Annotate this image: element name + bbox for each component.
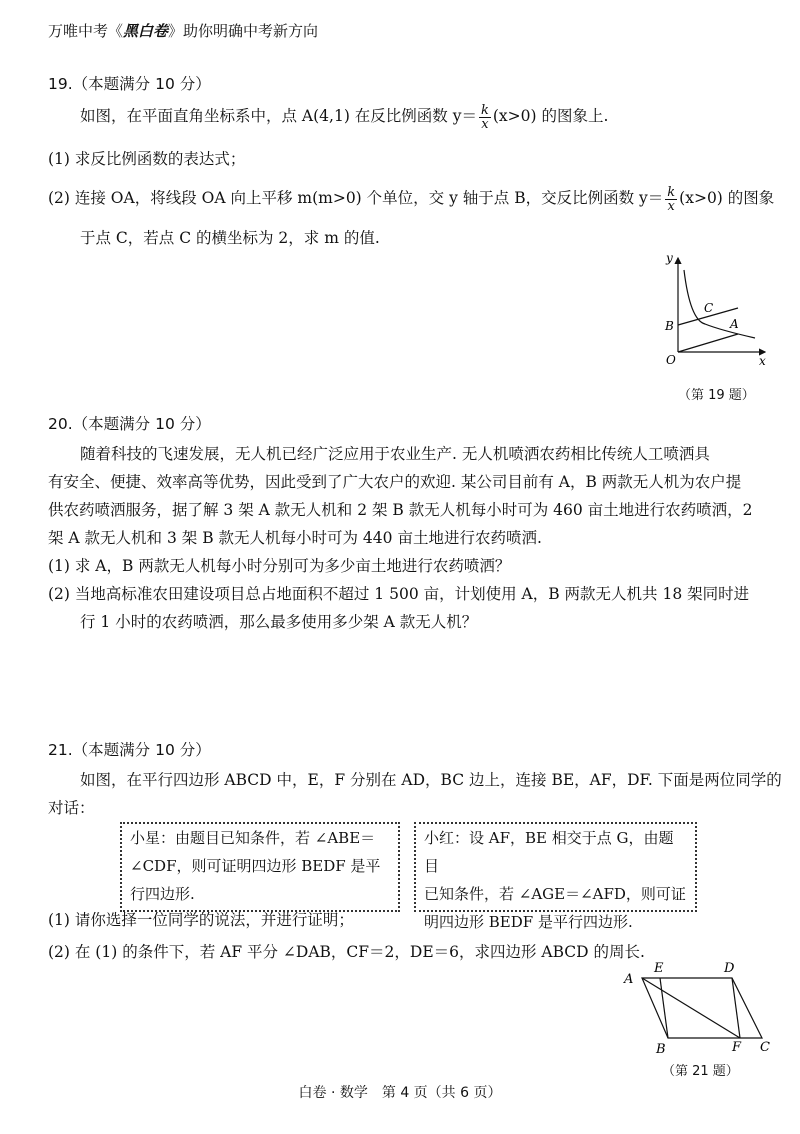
label-a: A (624, 972, 634, 987)
q21-intro-cont: 对话： (48, 799, 95, 817)
hyperbola-curve (684, 270, 755, 338)
label-x: x (759, 354, 766, 368)
box2-line-1: 小红：设 AF，BE 相交于点 G，由题目 (424, 829, 674, 875)
label-c: C (760, 1040, 770, 1055)
q21-part1: (1) 请你选择一位同学的说法，并进行证明； (48, 911, 354, 929)
q19-part2-b: (x>0) 的图象 (679, 189, 775, 207)
q20-title: 20.（本题满分 10 分） (48, 415, 211, 433)
box1-line-3: 行四边形. (130, 885, 195, 903)
q20-part1: (1) 求 A，B 两款无人机每小时分别可为多少亩土地进行农药喷洒？ (48, 557, 511, 575)
q21-caption: （第 21 题） (662, 1064, 739, 1079)
q20-line-3: 供农药喷洒服务，据了解 3 架 A 款无人机和 2 架 B 款无人机每小时可为 460 亩土地进行农药喷洒，2 (48, 501, 753, 519)
q19-intro-a: 如图，在平面直角坐标系中，点 A(4,1) 在反比例函数 y＝ (80, 107, 477, 125)
q19-title: 19.（本题满分 10 分） (48, 75, 211, 93)
parallelogram-abcd (642, 978, 762, 1038)
q19-part2-a: (2) 连接 OA，将线段 OA 向上平移 m(m>0) 个单位，交 y 轴于点 B，交反比例函数 y＝ (48, 189, 664, 207)
q21-part2: (2) 在 (1) 的条件下，若 AF 平分 ∠DAB，CF＝2，DE＝6，求四边形 ABCD 的周长. (48, 943, 645, 961)
q20-line-4: 架 A 款无人机和 3 架 B 款无人机每小时可为 440 亩土地进行农药喷洒. (48, 529, 542, 547)
q19-part2 (48, 184, 774, 213)
xiaohong-dialog-box (414, 822, 697, 931)
box2-line-3: 明四边形 BEDF 是平行四边形. (424, 913, 633, 931)
q19-figure (650, 250, 775, 375)
box1-line-2: ∠CDF，则可证明四边形 BEDF 是平 (130, 857, 381, 875)
segment-oa (678, 334, 738, 352)
label-d: D (724, 961, 735, 976)
label-b: B (665, 319, 674, 333)
q20-line-1: 随着科技的飞速发展，无人机已经广泛应用于农业生产. 无人机喷洒农药相比传统人工喷洒具 (80, 445, 710, 463)
q19-part2-cont: 于点 C，若点 C 的横坐标为 2，求 m 的值. (80, 229, 380, 247)
q21-figure (620, 958, 780, 1058)
q21-intro: 如图，在平行四边形 ABCD 中，E，F 分别在 AD，BC 边上，连接 BE，AF，DF. 下面是两位同学的 (80, 771, 782, 789)
label-y: y (666, 251, 673, 265)
label-b: B (656, 1042, 666, 1057)
frac-numerator: k (667, 184, 676, 200)
page-header (48, 20, 318, 41)
label-f: F (732, 1040, 742, 1055)
label-e: E (654, 961, 664, 976)
frac-denominator: x (481, 116, 489, 132)
box1-line-1: 小星：由题目已知条件，若 ∠ABE＝ (130, 829, 376, 847)
box2-line-2: 已知条件，若 ∠AGE＝∠AFD，则可证 (424, 885, 686, 903)
q19-caption: （第 19 题） (678, 388, 755, 403)
q19-intro-b: (x>0) 的图象上. (492, 107, 609, 125)
q21-title: 21.（本题满分 10 分） (48, 741, 211, 759)
frac-numerator: k (480, 102, 489, 118)
frac-denominator: x (667, 198, 675, 214)
xiaoxing-dialog-box (120, 822, 400, 912)
page-footer: 白卷 · 数学 第 4 页（共 6 页） (298, 1085, 502, 1101)
label-a: A (730, 317, 739, 331)
q19-fraction-2 (665, 186, 677, 213)
header-prefix: 万唯中考《 (48, 22, 124, 40)
q20-part2: (2) 当地高标准农田建设项目总占地面积不超过 1 500 亩，计划使用 A，B 两款无人机共 18 架同时进 (48, 585, 750, 603)
segment-af (642, 978, 740, 1038)
q20-part2-cont: 行 1 小时的农药喷洒，那么最多使用多少架 A 款无人机？ (80, 613, 478, 631)
header-brand: 黑白卷 (123, 22, 169, 40)
label-o: O (666, 353, 676, 367)
q20-line-2: 有安全、便捷、效率高等优势，因此受到了广大农户的欢迎. 某公司目前有 A，B 两款无人机为农户提 (48, 473, 742, 491)
label-c: C (704, 301, 714, 315)
q19-fraction (479, 104, 491, 131)
header-suffix: 》助你明确中考新方向 (168, 22, 319, 40)
q19-intro (80, 102, 608, 131)
q19-part1: (1) 求反比例函数的表达式； (48, 150, 246, 168)
